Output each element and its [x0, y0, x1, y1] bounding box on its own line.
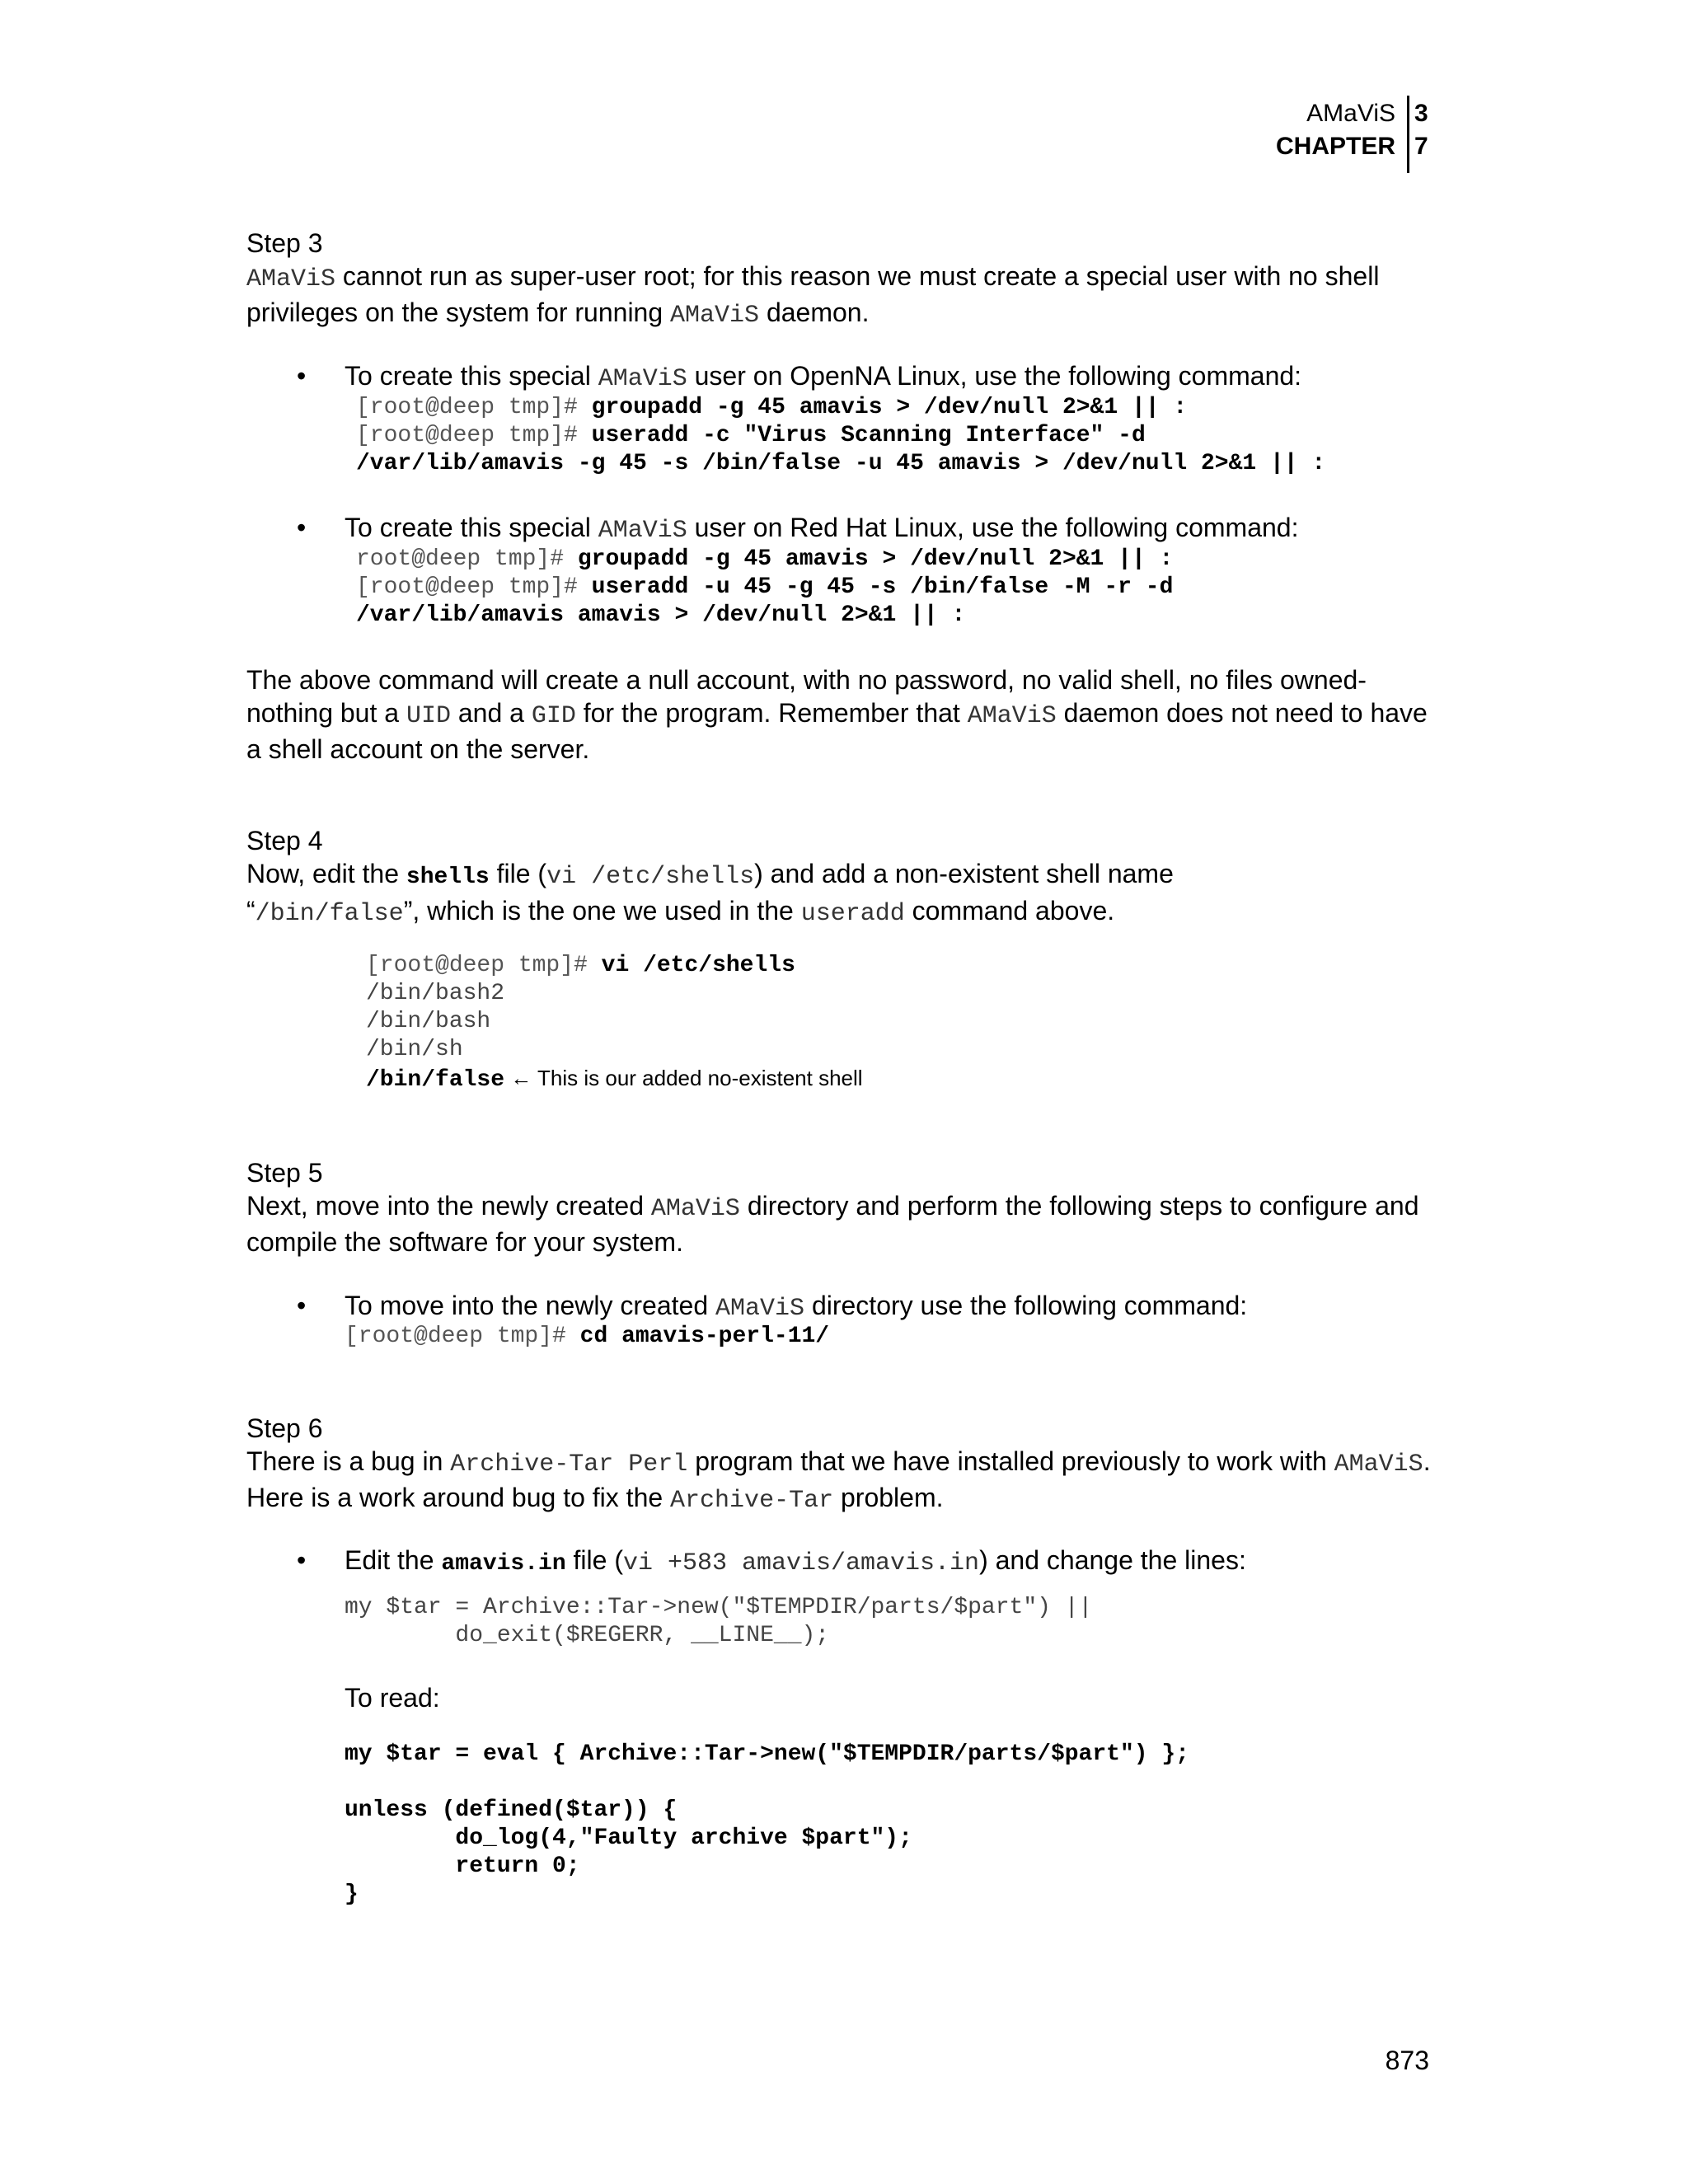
step4-code-line1: [366, 952, 795, 980]
bullet-icon: •: [297, 1545, 307, 1575]
text: program that we have installed previously to work with: [687, 1446, 1334, 1476]
page-number: 873: [1385, 2046, 1429, 2075]
new-code-line5: }: [345, 1882, 359, 1907]
step4-code-line5: [366, 1064, 863, 1094]
text: ) and change the lines:: [979, 1545, 1246, 1575]
old-code-line1: my $tar = Archive::Tar->new("$TEMPDIR/parts/$part") ||: [345, 1595, 1093, 1620]
archive-tar-term: Archive-Tar: [670, 1487, 834, 1515]
step3-cmd1-line1: [356, 394, 1187, 422]
text: file (: [489, 859, 547, 888]
step3-paragraph: [246, 260, 1442, 332]
step4-code-line2: /bin/bash2: [366, 981, 505, 1006]
step3-heading: Step 3: [246, 228, 323, 258]
running-header: [1276, 97, 1409, 163]
shells-file-term: shells: [406, 865, 490, 890]
useradd-term: useradd: [800, 900, 905, 928]
header-chapter-number: [1414, 97, 1428, 163]
step6-paragraph: [246, 1445, 1442, 1517]
shell-prompt: [root@deep tmp]#: [366, 953, 602, 978]
shell-prompt: [root@deep tmp]#: [356, 423, 592, 448]
text: To create this special: [345, 361, 598, 391]
step4-heading: Step 4: [246, 826, 323, 855]
bullet-icon: •: [297, 513, 307, 542]
text: To move into the newly created: [345, 1291, 716, 1320]
shell-command: /bin/false: [366, 1067, 505, 1093]
vi-command-term: vi /etc/shells: [546, 863, 755, 891]
uid-term: UID: [406, 702, 451, 730]
text: user on OpenNA Linux, use the following command:: [687, 361, 1302, 391]
shell-command: cd amavis-perl-11/: [579, 1324, 830, 1349]
new-code-line3: do_log(4,"Faulty archive $part");: [345, 1825, 912, 1851]
step5-paragraph: [246, 1189, 1442, 1258]
step3-after-paragraph: [246, 663, 1442, 766]
new-code-line1: my $tar = eval { Archive::Tar->new("$TEMPDIR/parts/$part") };: [345, 1741, 1189, 1767]
shell-command: groupadd -g 45 amavis > /dev/null 2>&1 || :: [577, 546, 1174, 572]
text: command above.: [904, 896, 1115, 926]
bullet-icon: •: [297, 1291, 307, 1320]
shell-prompt: [root@deep tmp]#: [356, 574, 592, 600]
amavis-term: AMaViS: [598, 517, 687, 545]
text: ) and add a non-existent shell name: [754, 859, 1174, 888]
step4-code-line4: /bin/sh: [366, 1037, 463, 1062]
text: ”, which is the one we used in the: [403, 896, 801, 926]
text: directory and perform the following steps to configure and compile the software for your system.: [246, 1191, 1419, 1257]
step3-bullet1: [345, 359, 1441, 396]
step3-cmd2-line2: [356, 574, 1173, 602]
step3-cmd1-line3: [356, 450, 1325, 478]
amavis-in-file-term: amavis.in: [441, 1551, 566, 1577]
text: Now, edit the: [246, 859, 406, 888]
amavis-term: AMaViS: [598, 365, 687, 393]
annotation-note: This is our added no-existent shell: [537, 1066, 863, 1090]
amavis-term: AMaViS: [670, 302, 760, 330]
step3-cmd1-line2: [356, 422, 1146, 450]
header-chapter-label: CHAPTER: [1275, 133, 1395, 160]
text: The above command will create a null account, with no password, no valid shell, no files owned-nothing but a: [246, 665, 1367, 728]
step3-cmd2-line1: [356, 546, 1173, 574]
step3-cmd2-line3: [356, 602, 965, 630]
amavis-term: AMaViS: [246, 265, 336, 293]
text: daemon does not need to have a shell account on the server.: [246, 698, 1428, 764]
amavis-term: AMaViS: [967, 702, 1057, 730]
shell-prompt: [root@deep tmp]#: [345, 1324, 580, 1349]
shell-command: useradd -u 45 -g 45 -s /bin/false -M -r -d: [591, 574, 1174, 600]
text: Edit the: [345, 1545, 442, 1575]
text: cannot run as super-user root; for this reason we must create a special user with no shell privileges on the system for running: [246, 261, 1380, 327]
step5-heading: Step 5: [246, 1158, 323, 1188]
text: “: [246, 896, 256, 926]
amavis-term: AMaViS: [1334, 1451, 1423, 1479]
text: daemon.: [759, 298, 870, 327]
shell-command: /var/lib/amavis amavis > /dev/null 2>&1 || :: [356, 602, 966, 628]
text: . Here is a work around bug to fix the: [246, 1446, 1431, 1512]
step5-bullet: [345, 1289, 1441, 1325]
step3-bullet2: [345, 511, 1441, 547]
step4-paragraph: [246, 857, 1442, 930]
shell-prompt: [root@deep tmp]#: [356, 395, 592, 420]
bin-false-term: /bin/false: [255, 900, 404, 928]
shell-command: vi /etc/shells: [601, 953, 795, 978]
text: user on Red Hat Linux, use the following command:: [687, 513, 1299, 542]
shell-prompt: root@deep tmp]#: [356, 546, 578, 572]
text: for the program. Remember that: [575, 698, 968, 728]
text: There is a bug in: [246, 1446, 451, 1476]
shell-command: useradd -c "Virus Scanning Interface" -d: [591, 423, 1146, 448]
step6-heading: Step 6: [246, 1413, 323, 1443]
amavis-term: AMaViS: [715, 1295, 805, 1323]
shell-command: groupadd -g 45 amavis > /dev/null 2>&1 || :: [591, 395, 1188, 420]
shell-command: /var/lib/amavis -g 45 -s /bin/false -u 45 amavis > /dev/null 2>&1 || :: [356, 451, 1326, 476]
text: problem.: [833, 1483, 944, 1512]
new-code-line4: return 0;: [345, 1854, 580, 1879]
step5-cmd: [345, 1323, 829, 1351]
to-read-label: To read:: [345, 1683, 440, 1713]
header-divider: [1407, 96, 1409, 173]
old-code-line2: do_exit($REGERR, __LINE__);: [345, 1623, 830, 1648]
text: directory use the following command:: [804, 1291, 1248, 1320]
left-arrow-icon: ←: [504, 1066, 538, 1090]
vi-command-term: vi +583 amavis/amavis.in: [622, 1549, 980, 1577]
step4-code-line3: /bin/bash: [366, 1009, 491, 1034]
chapter-number-digit-1: 3: [1414, 100, 1428, 127]
text: file (: [565, 1545, 623, 1575]
step6-bullet: [345, 1544, 1441, 1581]
text: To create this special: [345, 513, 598, 542]
gid-term: GID: [531, 702, 576, 730]
text: Next, move into the newly created: [246, 1191, 651, 1221]
archive-tar-perl-term: Archive-Tar Perl: [450, 1451, 688, 1479]
text: and a: [450, 698, 532, 728]
amavis-term: AMaViS: [650, 1195, 740, 1223]
header-title: AMaViS: [1306, 100, 1395, 127]
new-code-line2: unless (defined($tar)) {: [345, 1797, 678, 1823]
bullet-icon: •: [297, 361, 307, 391]
chapter-number-digit-2: 7: [1414, 133, 1428, 160]
